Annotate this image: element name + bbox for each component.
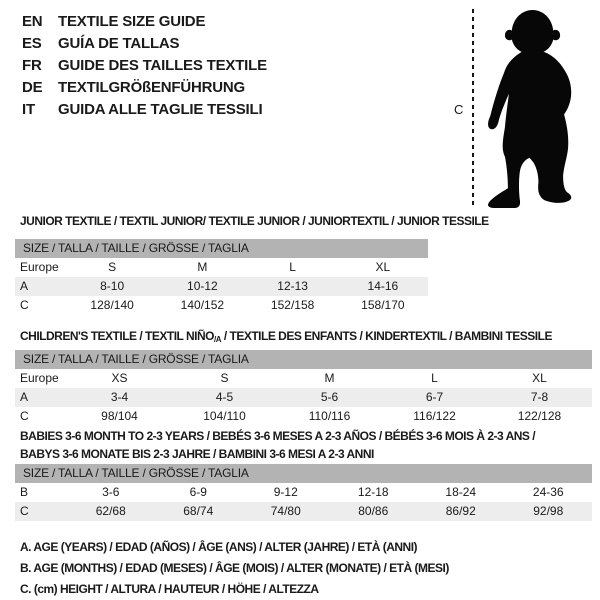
cell: 9-12 [273,485,298,499]
cell: L [289,260,296,274]
cell: 10-12 [187,279,218,293]
language-code: ES [22,35,42,52]
heading-text: JUNIOR TEXTILE / TEXTIL JUNIOR/ TEXTILE JUNIOR / JUNIORTEXTIL / JUNIOR TESSILE [20,214,489,228]
cell: 5-6 [320,390,339,404]
cell: 12-13 [277,279,308,293]
cell: 104/110 [203,409,246,423]
language-row [22,11,267,33]
size-table-header: SIZE / TALLA / TAILLE / GRÖSSE / TAGLIA [15,239,428,258]
cell: 152/158 [270,298,315,312]
cell: 80/86 [358,504,389,518]
cell: M [324,371,335,385]
size-table-rows [15,258,428,315]
language-list [22,11,267,121]
cell: M [197,260,208,274]
heading-text: BABIES 3-6 MONTH TO 2-3 YEARS / BEBÉS 3-6 MESES A 2-3 AÑOS / BÉBÉS 3-6 MOIS À 2-3 ANS / [20,429,536,443]
row-label: Europe [20,260,59,274]
table-row [15,258,428,277]
table-row [15,277,428,296]
section-heading-line [20,427,592,445]
cell: 98/104 [101,409,138,423]
cell: 62/68 [95,504,126,518]
cell: 122/128 [517,409,562,423]
table-row [15,369,592,388]
cell: L [431,371,438,385]
heading-text: /A [213,335,221,344]
size-table-header: SIZE / TALLA / TAILLE / GRÖSSE / TAGLIA [15,350,592,369]
cell: 6-7 [425,390,444,404]
section-heading [15,212,489,230]
section-babies [15,427,592,521]
section-heading-line [20,327,592,349]
size-table [15,350,592,426]
row-label: Europe [20,371,59,385]
cell: 86/92 [445,504,476,518]
height-dashed-line [472,9,474,207]
cell: 14-16 [367,279,399,293]
language-label: GUIDA ALLE TAGLIE TESSILI [58,101,263,118]
cell: 128/140 [90,298,134,312]
table-row [15,407,592,426]
cell: 24-36 [532,485,564,499]
cell: 18-24 [445,485,477,499]
language-code: IT [22,101,35,118]
cell: 92/98 [533,504,564,518]
footnote-line: A. AGE (YEARS) / EDAD (AÑOS) / ÂGE (ANS) / ALTER (JAHRE) / ETÀ (ANNI) [20,540,418,554]
cell: S [108,260,117,274]
language-row [22,77,267,99]
language-row [22,33,267,55]
row-label: B [20,485,29,499]
table-row [15,388,592,407]
heading-text: CHILDREN'S TEXTILE / TEXTIL NIÑO [20,329,214,343]
cell: XL [375,260,391,274]
row-label: C [20,298,29,312]
footnote-line: C. (cm) HEIGHT / ALTURA / HAUTEUR / HÖHE / ALTEZZA [20,582,319,596]
size-table-rows [15,483,592,521]
cell: 158/170 [361,298,405,312]
heading-text: BABYS 3-6 MONATE BIS 2-3 JAHRE / BAMBINI 3-6 MESI A 2-3 ANNI [20,447,374,461]
section-children [15,327,592,426]
section-junior [15,212,489,315]
cell: 110/116 [308,409,351,423]
cell: XL [532,371,547,385]
language-row [22,55,267,77]
cell: 68/74 [183,504,214,518]
cell: 8-10 [100,279,125,293]
size-table [15,464,592,521]
language-label: TEXTILE SIZE GUIDE [58,13,206,30]
cell: 4-5 [215,390,234,404]
size-table-header: SIZE / TALLA / TAILLE / GRÖSSE / TAGLIA [15,464,592,483]
baby-silhouette-icon [483,6,587,208]
language-label: GUÍA DE TALLAS [58,35,180,52]
cell: 7-8 [530,390,549,404]
cell: 3-4 [110,390,129,404]
heading-text: / TEXTILE DES ENFANTS / KINDERTEXTIL / BAMBINI TESSILE [220,329,552,343]
size-table [15,239,428,315]
cell: 12-18 [357,485,389,499]
cell: 74/80 [270,504,301,518]
table-row [15,502,592,521]
language-label: TEXTILGRÖßENFÜHRUNG [58,79,246,96]
footnote-line: B. AGE (MONTHS) / EDAD (MESES) / ÂGE (MOIS) / ALTER (MONATE) / ETÀ (MESI) [20,561,449,575]
language-label: GUIDE DES TAILLES TEXTILE [58,57,267,74]
table-row [15,296,428,315]
row-label: A [20,390,29,404]
table-row [15,483,592,502]
language-code: EN [22,13,43,30]
row-label: C [20,504,29,518]
cell: XS [111,371,128,385]
height-label: C [454,102,464,117]
cell: 6-9 [189,485,207,499]
cell: 3-6 [102,485,120,499]
row-label: A [20,279,29,293]
footnotes [20,537,449,600]
row-label: C [20,409,29,423]
language-row [22,99,267,121]
cell: S [220,371,229,385]
section-heading [15,327,592,349]
section-heading-line [20,212,489,230]
section-heading [15,427,592,463]
language-code: FR [22,57,42,74]
cell: 140/152 [180,298,225,312]
section-heading-line [20,445,592,463]
cell: 116/122 [413,409,456,423]
size-table-rows [15,369,592,426]
language-code: DE [22,79,43,96]
